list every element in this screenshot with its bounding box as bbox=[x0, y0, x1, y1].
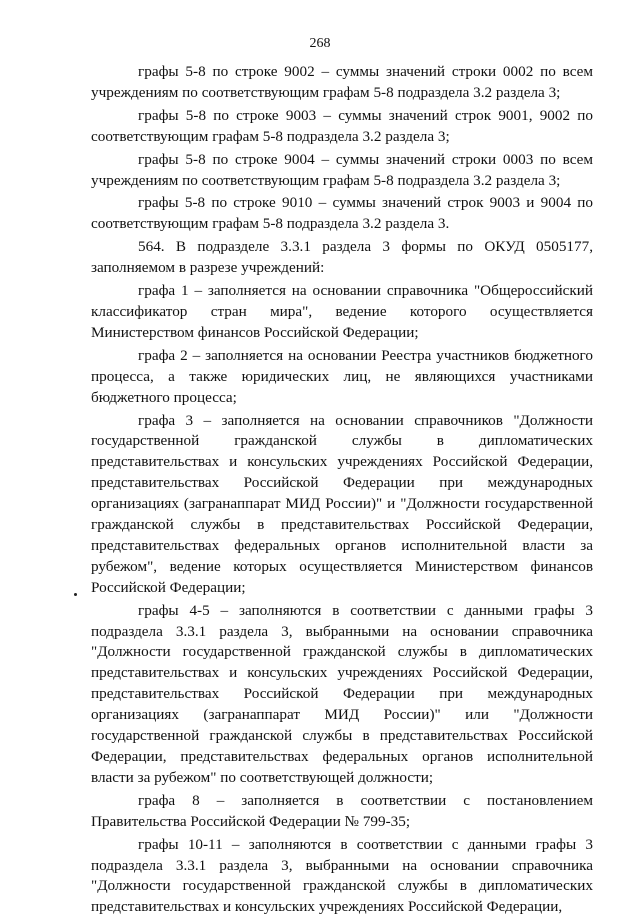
paragraph: графы 5-8 по строке 9002 – суммы значений строки 0002 по всем учреждениям по соответствующим графам 5-8 подраздела 3.2 раздела 3; bbox=[91, 63, 593, 101]
paragraph: графа 8 – заполняется в соответствии с постановлением Правительства Российской Федерации № 799-35; bbox=[91, 791, 593, 830]
paragraph: графы 5-8 по строке 9004 – суммы значений строки 0003 по всем учреждениям по соответствующим графам 5-8 подраздела 3.2 раздела 3; bbox=[91, 150, 593, 189]
paragraph: графа 2 – заполняется на основании Реестра участников бюджетного процесса, а также юридических лиц, не являющихся участниками бюджетного процесса; bbox=[91, 346, 593, 406]
paragraph: 564. В подразделе 3.3.1 раздела 3 формы по ОКУД 0505177, заполняемом в разрезе учреждений: bbox=[91, 238, 593, 277]
paragraph: графы 5-8 по строке 9003 – суммы значений строк 9001, 9002 по соответствующим графам 5-8 подраздела 3.2 раздела 3; bbox=[91, 106, 593, 145]
paragraph: графы 10-11 – заполняются в соответствии с данными графы 3 подраздела 3.3.1 раздела 3, выбранными на основании справочника "Должности государственной гражданской службы в дипломатических представительствах и консульских учреждениях Российской Федерации, bbox=[91, 835, 593, 916]
scan-speck bbox=[74, 593, 77, 596]
page-number: 268 bbox=[309, 36, 331, 51]
paragraph: графы 4-5 – заполняются в соответствии с данными графы 3 подраздела 3.3.1 раздела 3, выбранными на основании справочника "Должности государственной гражданской службы в дипломатических представительствах и консульских учреждениях Российской Федерации, представительствах Российской Федерации при международных организациях (загранаппарат МИД России)" или "Должности государственной гражданской службы в представительствах Российской Федерации, представительствах федеральных органов исполнительной власти за рубежом" по соответствующей должности; bbox=[91, 601, 593, 786]
document-body bbox=[91, 62, 593, 920]
paragraph: графа 3 – заполняется на основании справочников "Должности государственной гражданской службы в дипломатических представительствах и консульских учреждениях Российской Федерации, представительствах Российской Федерации при международных организациях (загранаппарат МИД России)" и "Должности государственной гражданской службы в представительствах Российской Федерации, представительствах федеральных органов исполнительной власти за рубежом", ведение которых осуществляется Министерством финансов Российской Федерации; bbox=[91, 411, 593, 596]
paragraph: графы 5-8 по строке 9010 – суммы значений строк 9003 и 9004 по соответствующим графам 5-8 подраздела 3.2 раздела 3. bbox=[91, 194, 593, 233]
paragraph: графа 1 – заполняется на основании справочника "Общероссийский классификатор стран мира", ведение которого осуществляется Министерством финансов Российской Федерации; bbox=[91, 282, 593, 341]
